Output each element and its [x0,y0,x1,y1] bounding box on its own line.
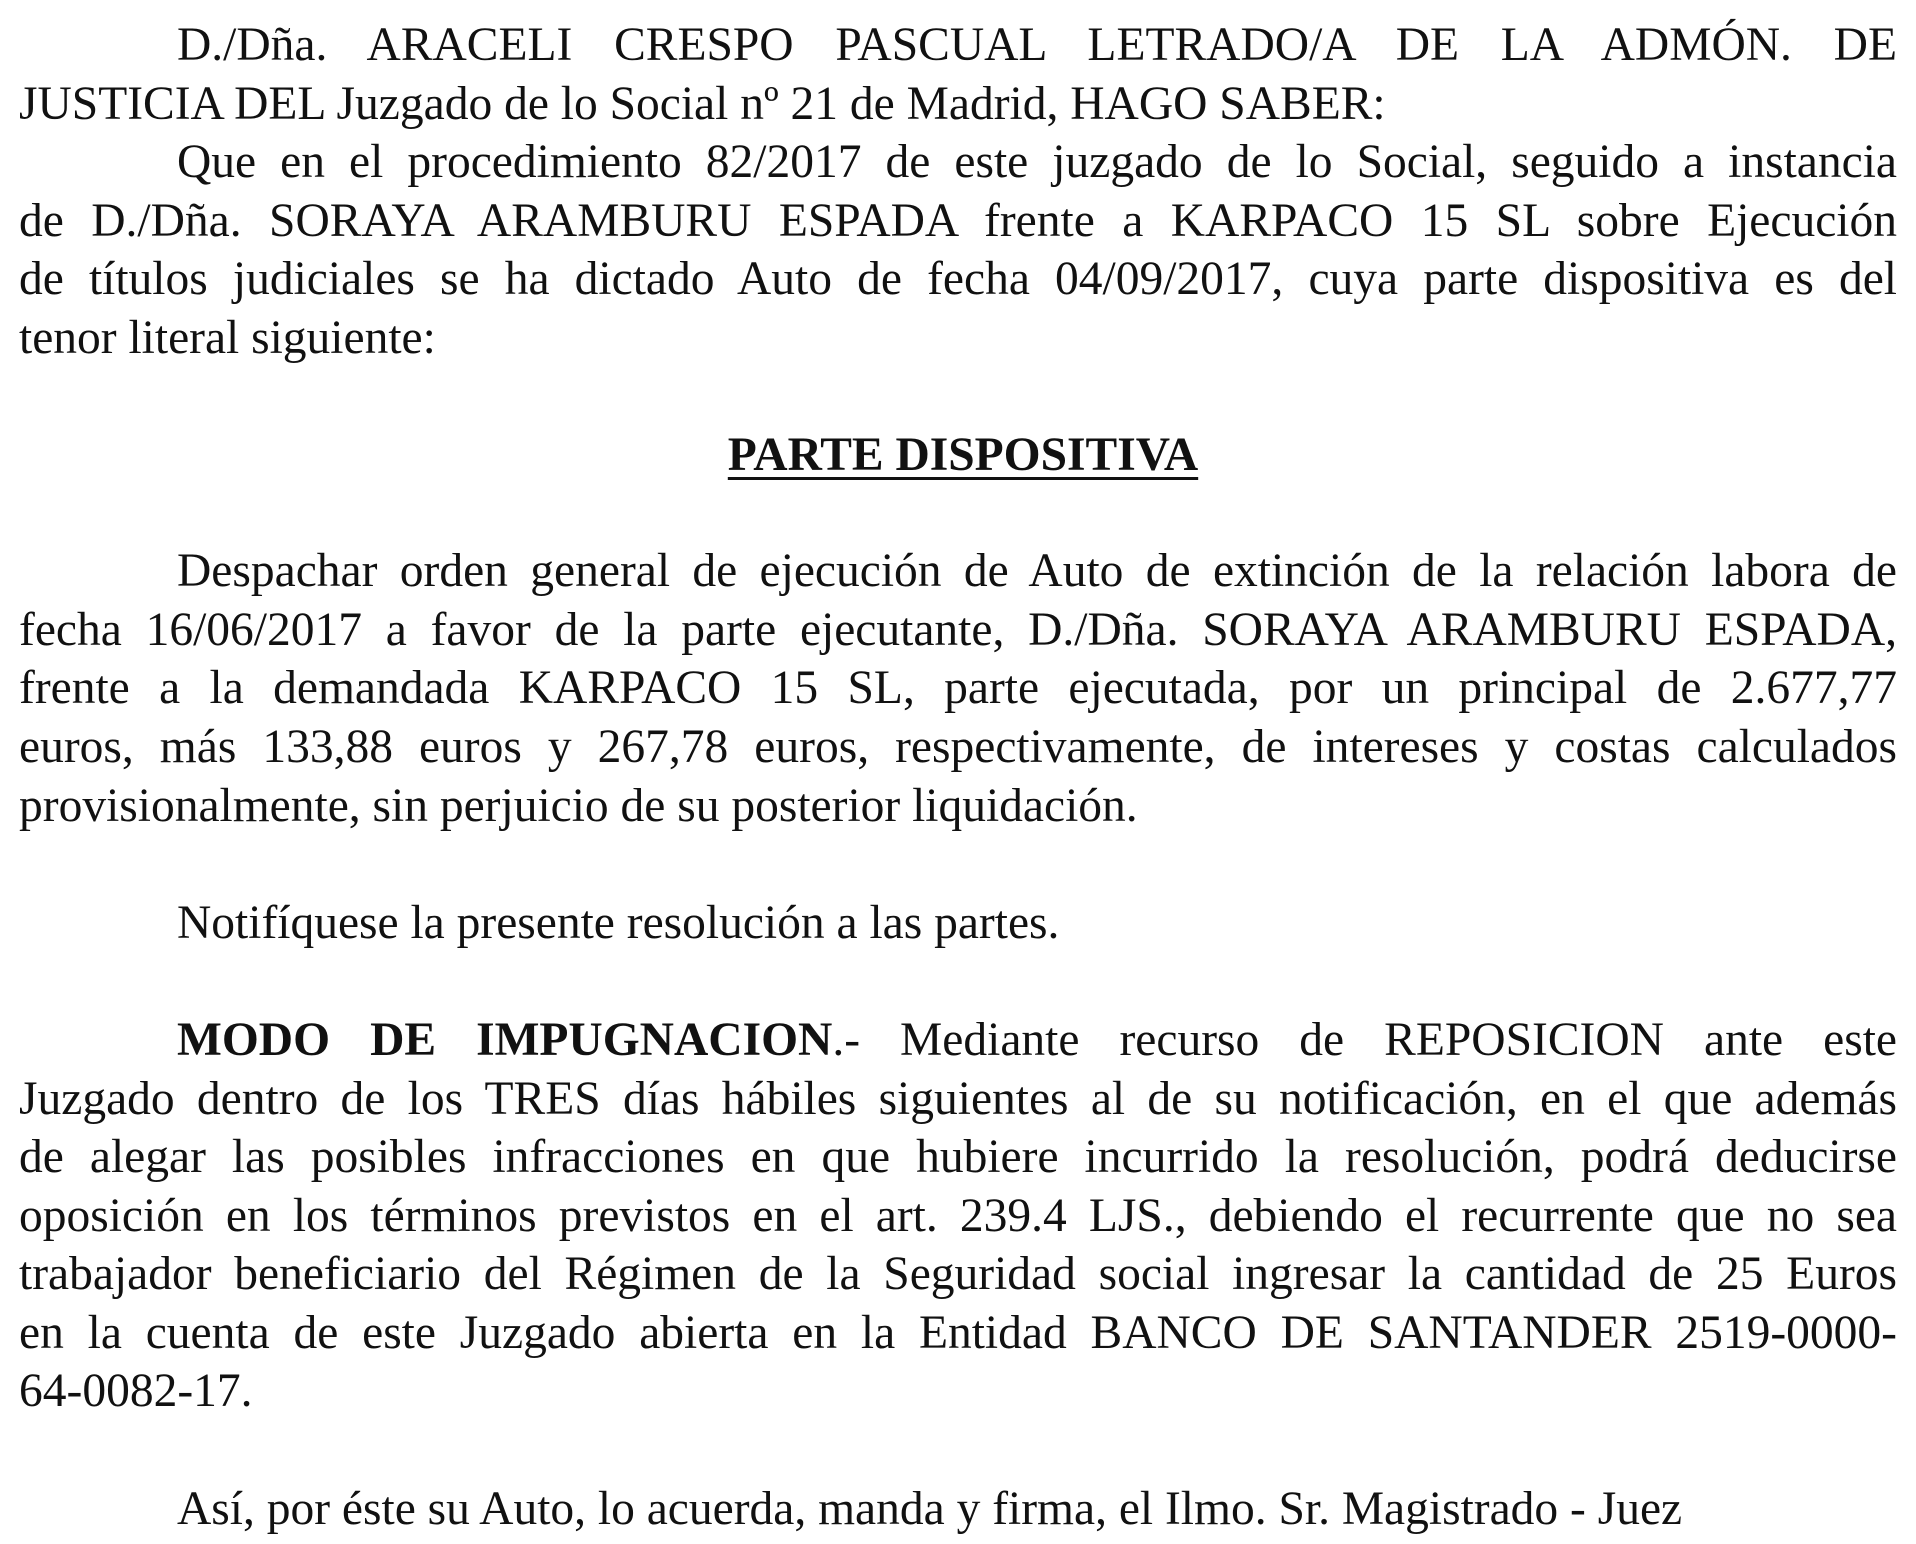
section-heading: PARTE DISPOSITIVA [727,428,1199,481]
challenge-line-7: 64-0082-17. [19,1365,253,1418]
dispositive-line-3: frente a la demandada KARPACO 15 SL, parte ejecutada, por un principal de 2.677,77 [19,662,1897,715]
challenge-line-1 [19,1011,1897,1070]
intro-line-1: D./Dña. ARACELI CRESPO PASCUAL LETRADO/A DE LA ADMÓN. DE [177,19,1897,71]
intro-paragraph [19,16,1897,133]
dispositive-line-1: Despachar orden general de ejecución de Auto de extinción de la relación labora de [177,545,1897,598]
notify-line: Notifíquese la presente resolución a las partes. [177,896,1060,949]
document-page [19,16,1897,1538]
dispositive-paragraph [19,542,1897,835]
closing-line: Así, por éste su Auto, lo acuerda, manda y firma, el Ilmo. Sr. Magistrado - Juez [177,1482,1683,1535]
dispositive-line-4: euros, más 133,88 euros y 267,78 euros, respectivamente, de intereses y costas calculados [19,720,1897,773]
challenge-line-3: de alegar las posibles infracciones en que hubiere incurrido la resolución, podrá deducirse [19,1131,1897,1184]
challenge-paragraph [19,1011,1897,1421]
challenge-line-4: oposición en los términos previstos en el art. 239.4 LJS., debiendo el recurrente que no sea [19,1189,1897,1242]
procedure-line-3: de títulos judiciales se ha dictado Auto de fecha 04/09/2017, cuya parte dispositiva es del [19,253,1897,306]
intro-line-2: JUSTICIA DEL Juzgado de lo Social nº 21 de Madrid, HAGO SABER: [19,77,1386,130]
challenge-line-6: en la cuenta de este Juzgado abierta en la Entidad BANCO DE SANTANDER 2519-0000- [19,1306,1897,1359]
heading-block [19,426,1897,485]
challenge-first-line-rest: .- Mediante recurso de REPOSICION ante este [832,1013,1897,1066]
spacer [19,835,1897,894]
challenge-line-5: trabajador beneficiario del Régimen de la Seguridad social ingresar la cantidad de 25 Euros [19,1248,1897,1301]
challenge-label: MODO DE IMPUGNACION [177,1013,833,1066]
procedure-paragraph [19,133,1897,367]
notify-paragraph [19,894,1897,953]
spacer [19,952,1897,1011]
closing-paragraph [19,1480,1897,1539]
procedure-line-2: de D./Dña. SORAYA ARAMBURU ESPADA frente a KARPACO 15 SL sobre Ejecución [19,194,1897,247]
procedure-line-1: Que en el procedimiento 82/2017 de este juzgado de lo Social, seguido a instancia [177,136,1897,189]
dispositive-line-2: fecha 16/06/2017 a favor de la parte ejecutante, D./Dña. SORAYA ARAMBURU ESPADA, [19,603,1897,656]
challenge-line-2: Juzgado dentro de los TRES días hábiles siguientes al de su notificación, en el que además [19,1072,1897,1125]
dispositive-line-5: provisionalmente, sin perjuicio de su posterior liquidación. [19,779,1138,832]
spacer [19,1421,1897,1480]
procedure-line-4: tenor literal siguiente: [19,311,436,364]
